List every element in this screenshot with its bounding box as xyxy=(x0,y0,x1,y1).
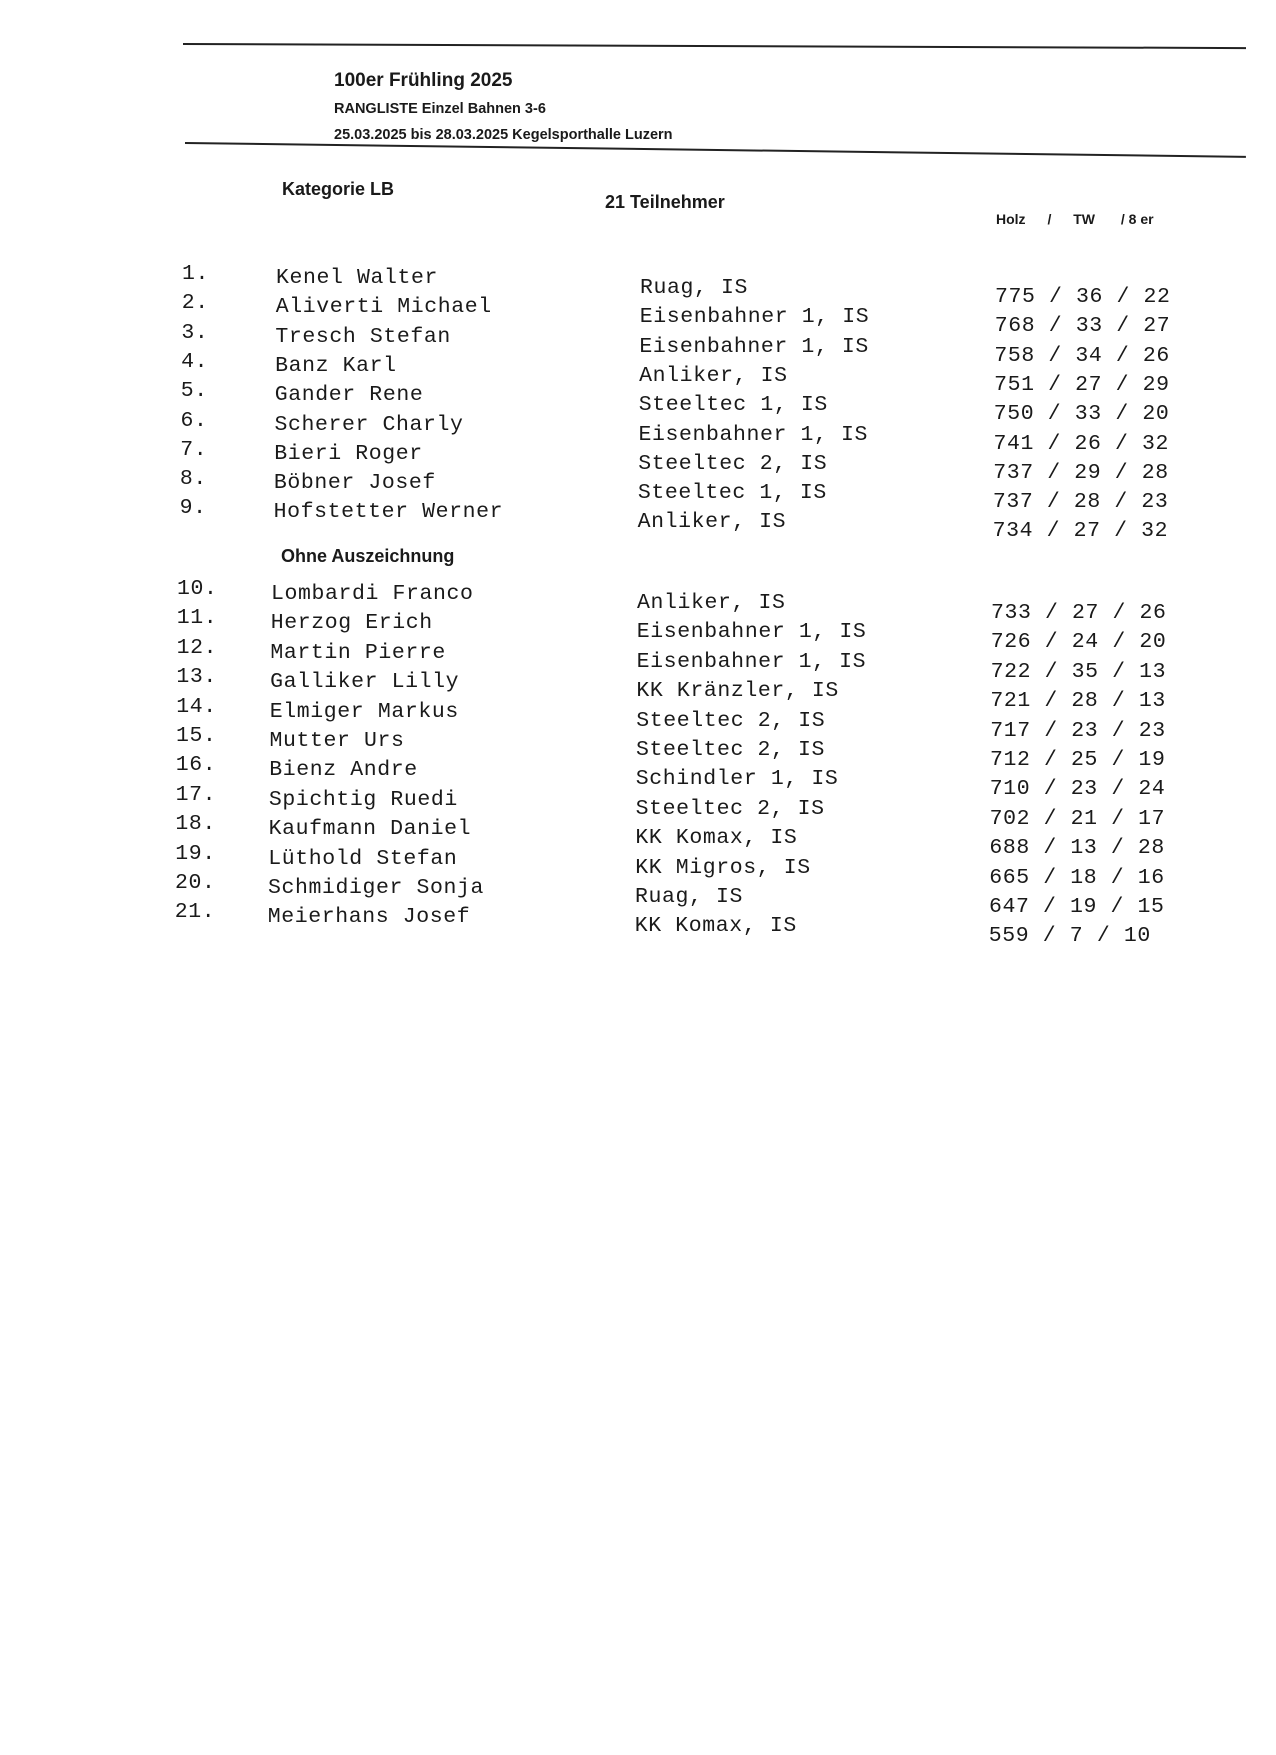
score-values: 737 / 29 / 28 xyxy=(993,460,1169,485)
player-name: Spichtig Ruedi xyxy=(268,787,458,812)
rank-number: 5. xyxy=(180,379,208,404)
player-name: Meierhans Josef xyxy=(267,905,471,930)
club-name: Eisenbahner 1, IS xyxy=(639,334,869,359)
player-name: Lombardi Franco xyxy=(271,582,474,606)
score-values: 741 / 26 / 32 xyxy=(993,431,1170,456)
club-name: Anliker, IS xyxy=(637,510,787,535)
player-name: Kaufmann Daniel xyxy=(268,817,472,842)
club-name: Anliker, IS xyxy=(639,363,788,388)
top-rule xyxy=(183,43,1246,49)
rank-number: 8. xyxy=(179,467,207,492)
score-values: 722 / 35 / 13 xyxy=(990,659,1167,684)
header-rule xyxy=(185,142,1246,158)
club-name: Steeltec 2, IS xyxy=(635,796,825,821)
rank-number: 2. xyxy=(181,291,209,316)
score-values: 717 / 23 / 23 xyxy=(990,718,1166,743)
rank-number: 4. xyxy=(181,349,209,374)
club-name: KK Kränzler, IS xyxy=(636,679,839,704)
score-values: 559 / 7 / 10 xyxy=(988,924,1151,949)
ranking-subtitle: RANGLISTE Einzel Bahnen 3-6 xyxy=(334,101,546,117)
player-name: Banz Karl xyxy=(275,353,397,378)
club-name: Steeltec 2, IS xyxy=(636,708,826,733)
column-8er: / 8 er xyxy=(1120,211,1154,227)
player-name: Mutter Urs xyxy=(269,729,405,753)
club-name: KK Komax, IS xyxy=(634,914,797,939)
score-values: 726 / 24 / 20 xyxy=(990,630,1167,655)
score-values: 647 / 19 / 15 xyxy=(989,895,1165,919)
player-name: Schmidiger Sonja xyxy=(268,876,485,900)
score-values: 721 / 28 / 13 xyxy=(990,689,1166,714)
rank-number: 18. xyxy=(175,812,216,837)
score-values: 688 / 13 / 28 xyxy=(989,836,1165,861)
score-values: 734 / 27 / 32 xyxy=(992,519,1169,544)
rank-number: 17. xyxy=(175,782,217,807)
club-name: KK Komax, IS xyxy=(635,826,798,851)
rank-number: 15. xyxy=(176,724,217,748)
player-name: Martin Pierre xyxy=(270,640,446,665)
rank-number: 19. xyxy=(175,841,216,866)
section-title: Ohne Auszeichnung xyxy=(281,546,455,566)
player-name: Hofstetter Werner xyxy=(273,500,504,525)
score-values: 733 / 27 / 26 xyxy=(991,601,1167,625)
rank-number: 3. xyxy=(181,320,209,345)
rank-number: 13. xyxy=(176,665,217,690)
club-name: Steeltec 1, IS xyxy=(638,393,828,418)
player-name: Scherer Charly xyxy=(274,412,464,437)
column-headers xyxy=(996,211,1154,227)
rank-number: 20. xyxy=(175,871,216,895)
rank-number: 12. xyxy=(176,635,218,660)
rank-number: 9. xyxy=(179,496,207,521)
score-values: 737 / 28 / 23 xyxy=(992,490,1169,515)
club-name: Ruag, IS xyxy=(635,885,744,909)
rank-number: 6. xyxy=(180,408,208,433)
rank-number: 16. xyxy=(175,753,217,778)
score-values: 768 / 33 / 27 xyxy=(994,314,1171,339)
player-name: Bieri Roger xyxy=(274,441,423,466)
player-name: Gander Rene xyxy=(274,383,424,408)
category-label: Kategorie LB xyxy=(282,179,395,199)
player-name: Kenel Walter xyxy=(276,266,439,290)
player-name: Aliverti Michael xyxy=(275,295,492,320)
club-name: Ruag, IS xyxy=(640,276,749,300)
club-name: Schindler 1, IS xyxy=(635,767,839,792)
club-name: Eisenbahner 1, IS xyxy=(636,620,867,645)
event-title: 100er Frühling 2025 xyxy=(334,70,513,91)
player-name: Böbner Josef xyxy=(273,471,436,496)
column-separator: / xyxy=(1047,211,1052,227)
score-values: 758 / 34 / 26 xyxy=(994,343,1170,368)
club-name: Steeltec 2, IS xyxy=(636,738,826,762)
club-name: Eisenbahner 1, IS xyxy=(636,649,867,674)
rank-number: 11. xyxy=(176,606,218,631)
player-name: Bienz Andre xyxy=(269,758,418,783)
rank-number: 21. xyxy=(174,900,216,925)
club-name: KK Migros, IS xyxy=(635,855,811,880)
score-values: 665 / 18 / 16 xyxy=(989,865,1165,890)
rank-number: 14. xyxy=(176,694,217,719)
date-venue: 25.03.2025 bis 28.03.2025 Kegelsporthalle Luzern xyxy=(334,127,673,143)
club-name: Eisenbahner 1, IS xyxy=(639,305,870,330)
column-holz: Holz xyxy=(996,211,1026,227)
club-name: Steeltec 2, IS xyxy=(638,451,828,476)
score-values: 702 / 21 / 17 xyxy=(989,806,1166,831)
score-values: 751 / 27 / 29 xyxy=(994,372,1170,397)
score-values: 750 / 33 / 20 xyxy=(993,402,1170,427)
player-name: Elmiger Markus xyxy=(269,699,459,724)
rank-number: 7. xyxy=(180,437,208,462)
club-name: Anliker, IS xyxy=(637,591,786,615)
player-name: Lüthold Stefan xyxy=(268,846,458,871)
player-name: Galliker Lilly xyxy=(270,670,460,695)
score-values: 775 / 36 / 22 xyxy=(995,285,1171,309)
club-name: Eisenbahner 1, IS xyxy=(638,422,869,447)
player-name: Herzog Erich xyxy=(270,611,433,636)
column-tw: TW xyxy=(1073,211,1095,227)
player-name: Tresch Stefan xyxy=(275,324,451,349)
rank-number: 10. xyxy=(177,577,218,601)
score-values: 712 / 25 / 19 xyxy=(990,748,1166,772)
score-values: 710 / 23 / 24 xyxy=(989,777,1166,802)
rank-number: 1. xyxy=(182,262,210,286)
club-name: Steeltec 1, IS xyxy=(637,481,827,506)
participant-count: 21 Teilnehmer xyxy=(605,192,725,212)
